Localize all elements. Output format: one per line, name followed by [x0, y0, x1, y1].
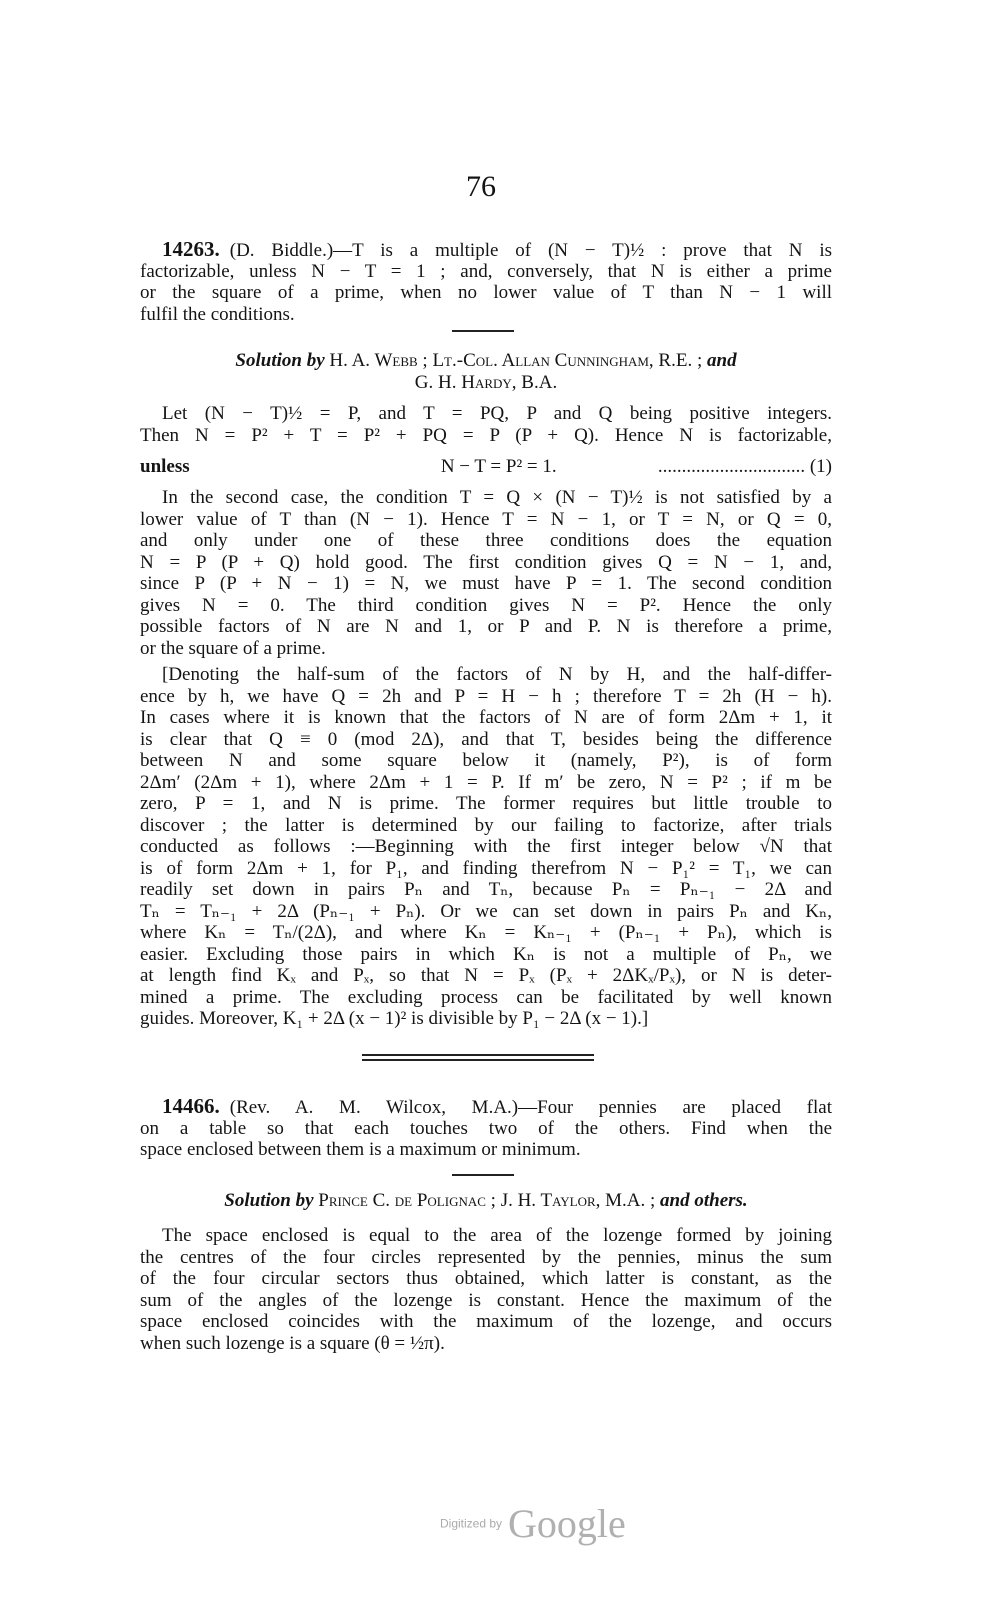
text-line	[140, 261, 832, 283]
text-line	[140, 403, 832, 425]
text-line	[140, 1268, 832, 1290]
text-line	[140, 944, 832, 966]
text-line	[140, 1247, 832, 1269]
solution-and-label: and	[707, 350, 737, 371]
text-line	[140, 793, 832, 815]
line-text: at length find Kₓ and Pₓ, so that N = Pₓ (Pₓ + 2ΔKₓ/Pₓ), or N is deter-	[140, 965, 832, 986]
text-line	[140, 1096, 832, 1118]
text-line	[140, 239, 832, 261]
google-logo: Google	[508, 1501, 626, 1546]
text-line	[140, 1290, 832, 1312]
paragraph-let	[140, 403, 832, 446]
line-text: where Kₙ = Tₙ/(2Δ), and where Kₙ = Kₙ₋₁ + (Pₙ₋₁ + Pₙ), which is	[140, 922, 832, 943]
line-text: space enclosed between them is a maximum or minimum.	[140, 1139, 581, 1160]
text-line	[140, 595, 832, 617]
line-text: the centres of the four circles represented by the pennies, minus the sum	[140, 1246, 832, 1268]
paragraph-second-case	[140, 487, 832, 659]
text-line	[140, 530, 832, 552]
solution-heading-1	[140, 350, 832, 393]
text-line	[140, 987, 832, 1009]
line-text: (D. Biddle.)—T is a multiple of (N − T)½ : prove that N is	[229, 240, 832, 261]
line-text: when such lozenge is a square (θ = ½π).	[140, 1332, 445, 1354]
line-text: or the square of a prime, when no lower value of T than N − 1 will	[140, 282, 832, 303]
line-text: mined a prime. The excluding process can be facilitated by well known	[140, 986, 832, 1008]
question-number: 14466.	[162, 1094, 220, 1118]
unless-label: unless	[140, 456, 190, 477]
line-text: N = P (P + Q) hold good. The first condition gives Q = N − 1, and,	[140, 551, 832, 573]
line-text: on a table so that each touches two of the others. Find when the	[140, 1117, 832, 1139]
solver-names: Prince C. de Polignac ; J. H. Taylor, M.A. ;	[318, 1190, 656, 1211]
line-text: zero, P = 1, and N is prime. The former requires but little trouble to	[140, 793, 832, 814]
solution-by-label: Solution by	[235, 350, 325, 371]
equation-line	[140, 456, 832, 478]
line-text: guides. Moreover, K₁ + 2Δ (x − 1)² is divisible by P₁ − 2Δ (x − 1).]	[140, 1008, 649, 1029]
line-text: 2Δm′ (2Δm + 1), where 2Δm + 1 = P. If m′ be zero, N = P² ; if m be	[140, 771, 832, 793]
text-line	[140, 1311, 832, 1333]
digitized-by-label: Digitized by	[440, 1516, 503, 1531]
line-text: ence by h, we have Q = 2h and P = H − h ; therefore T = 2h (H − h).	[140, 685, 832, 707]
equation: N − T = P² = 1.	[440, 456, 557, 477]
paragraph-bracketed-note	[140, 664, 832, 1030]
question-number: 14263.	[162, 237, 220, 261]
line-text: In cases where it is known that the factors of N are of form 2Δm + 1, it	[140, 707, 832, 728]
digitized-by-google-watermark	[440, 1500, 626, 1547]
text-line	[140, 1008, 832, 1030]
text-line	[140, 616, 832, 638]
line-text: In the second case, the condition T = Q × (N − T)½ is not satisfied by a	[162, 487, 832, 508]
text-line	[140, 772, 832, 794]
text-line	[140, 1225, 832, 1247]
text-line	[140, 304, 832, 326]
text-line	[140, 707, 832, 729]
line-text: factorizable, unless N − T = 1 ; and, conversely, that N is either a prime	[140, 260, 832, 282]
solution-others-label: and others.	[660, 1190, 748, 1211]
text-line	[140, 858, 832, 880]
text-line	[140, 1333, 832, 1355]
line-text: sum of the angles of the lozenge is constant. Hence the maximum of the	[140, 1289, 832, 1311]
solver-names: H. A. Webb ; Lt.-Col. Allan Cunningham, R.E. ;	[329, 350, 703, 371]
line-text: (Rev. A. M. Wilcox, M.A.)—Four pennies are placed flat	[229, 1097, 832, 1118]
solution-heading-2	[140, 1190, 832, 1212]
line-text: conducted as follows :—Beginning with the first integer below √N that	[140, 836, 832, 857]
line-text: easier. Excluding those pairs in which Kₙ is not a multiple of Pₙ, we	[140, 943, 832, 965]
line-text: and only under one of these three conditions does the equation	[140, 530, 832, 551]
text-line	[140, 750, 832, 772]
line-text: possible factors of N are N and 1, or P and P. N is therefore a prime,	[140, 616, 832, 637]
text-line	[140, 901, 832, 923]
solver-names-cont: G. H. Hardy, B.A.	[414, 371, 558, 393]
text-line	[140, 879, 832, 901]
text-line	[140, 664, 832, 686]
text-line	[140, 815, 832, 837]
line-text: between N and some square below it (namely, P²), is of form	[140, 750, 832, 771]
line-text: since P (P + N − 1) = N, we must have P = 1. The second condition	[140, 573, 832, 594]
paragraph-space-enclosed	[140, 1225, 832, 1354]
line-text: discover ; the latter is determined by our failing to factorize, after trials	[140, 814, 832, 836]
line-text: gives N = 0. The third condition gives N = P². Hence the only	[140, 594, 832, 616]
text-line	[140, 686, 832, 708]
line-text: space enclosed coincides with the maximum of the lozenge, and occurs	[140, 1311, 832, 1332]
problem-14263	[140, 239, 832, 325]
text-line	[140, 638, 832, 660]
text-line	[140, 573, 832, 595]
double-rule-bottom	[362, 1059, 594, 1061]
text-line	[140, 729, 832, 751]
line-text: Let (N − T)½ = P, and T = PQ, P and Q being positive integers.	[162, 403, 832, 424]
text-line	[140, 922, 832, 944]
line-text: readily set down in pairs Pₙ and Tₙ, because Pₙ = Pₙ₋₁ − 2Δ and	[140, 879, 832, 900]
text-line	[140, 1139, 832, 1161]
line-text: of the four circular sectors thus obtained, which latter is constant, as the	[140, 1268, 832, 1289]
double-rule-top	[362, 1054, 594, 1056]
text-line	[140, 552, 832, 574]
text-line	[140, 425, 832, 447]
line-text: Tₙ = Tₙ₋₁ + 2Δ (Pₙ₋₁ + Pₙ). Or we can set down in pairs Pₙ and Kₙ,	[140, 900, 832, 922]
line-text: lower value of T than (N − 1). Hence T = N − 1, or T = N, or Q = 0,	[140, 508, 832, 530]
text-line	[140, 282, 832, 304]
line-text: or the square of a prime.	[140, 637, 326, 659]
text-line	[140, 1118, 832, 1140]
line-text: Then N = P² + T = P² + PQ = P (P + Q). Hence N is factorizable,	[140, 424, 832, 446]
equation-ref: ............................... (1)	[657, 456, 832, 477]
page-number: 76	[466, 170, 496, 203]
text-line	[140, 487, 832, 509]
line-text: fulfil the conditions.	[140, 303, 295, 325]
solution-by-label: Solution by	[224, 1190, 314, 1211]
line-text: is of form 2Δm + 1, for P₁, and finding therefrom N − P₁² = T₁, we can	[140, 857, 832, 879]
section-divider	[452, 1174, 514, 1176]
problem-14466	[140, 1096, 832, 1161]
line-text: [Denoting the half-sum of the factors of N by H, and the half-differ-	[162, 664, 832, 685]
text-line	[140, 965, 832, 987]
text-line	[140, 509, 832, 531]
text-line	[140, 836, 832, 858]
line-text: The space enclosed is equal to the area of the lozenge formed by joining	[162, 1225, 832, 1246]
section-divider	[452, 330, 514, 332]
line-text: is clear that Q ≡ 0 (mod 2Δ), and that T, besides being the difference	[140, 728, 832, 750]
